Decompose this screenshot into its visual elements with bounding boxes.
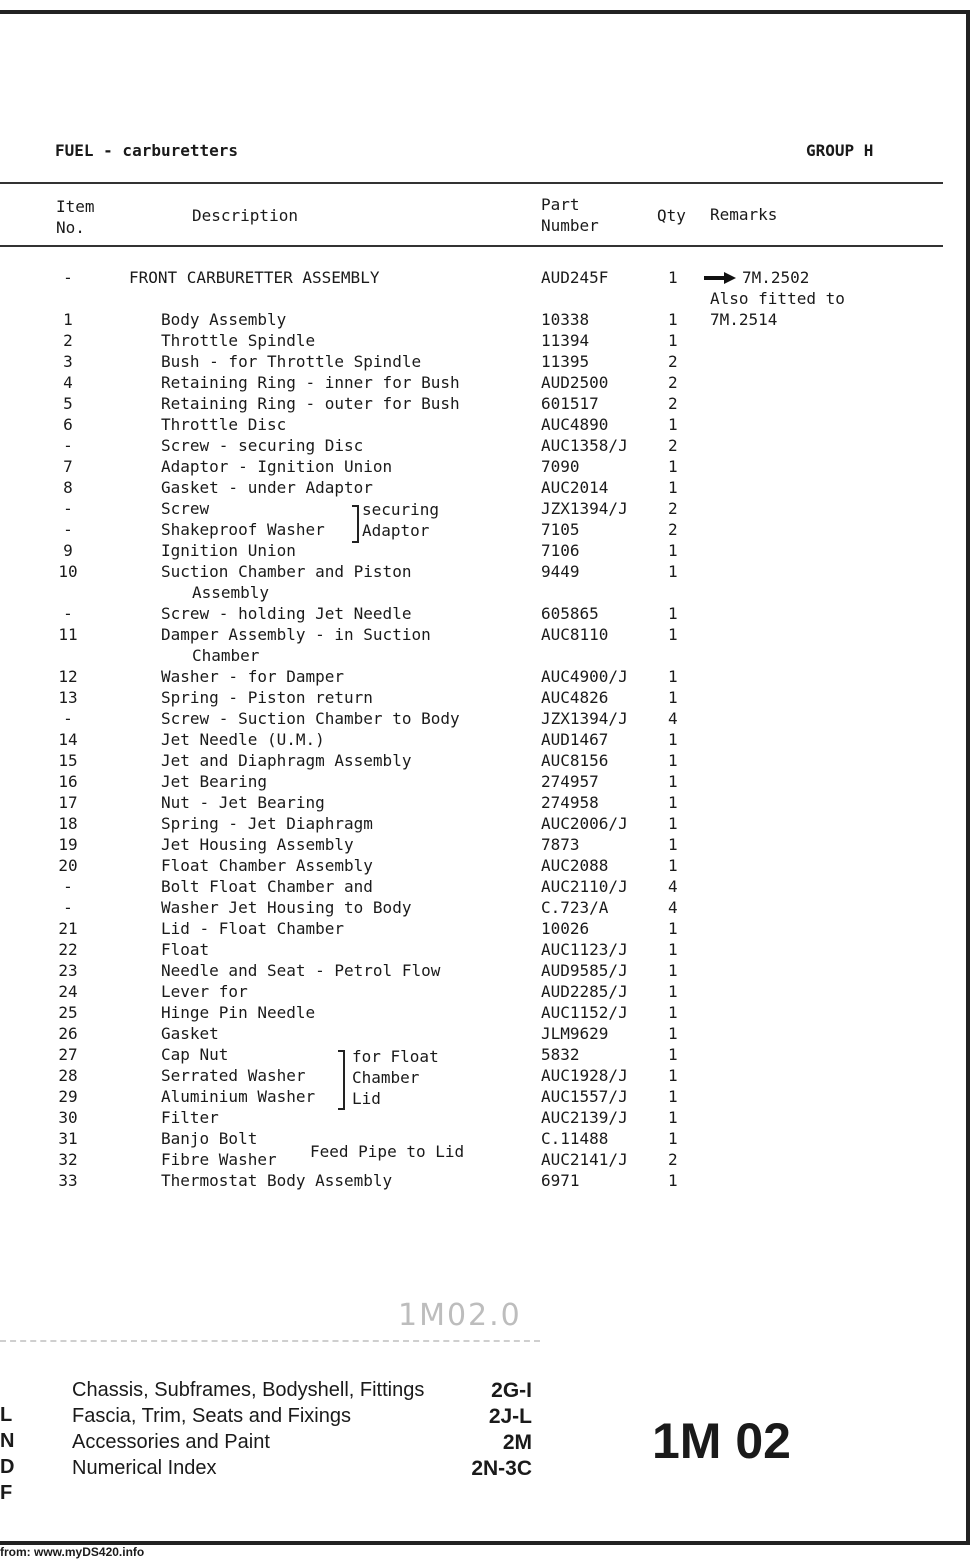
index-code: 2J-L bbox=[488, 1405, 532, 1428]
table-row bbox=[0, 436, 960, 457]
part-number: C.11488 bbox=[541, 1129, 609, 1148]
footer-divider bbox=[0, 1340, 540, 1342]
quantity: 2 bbox=[668, 352, 678, 371]
part-number: 605865 bbox=[541, 604, 599, 623]
part-number: 10338 bbox=[541, 310, 590, 329]
item-description: Adaptor - Ignition Union bbox=[161, 457, 393, 476]
table-row bbox=[0, 898, 960, 919]
col-part-header bbox=[541, 194, 599, 236]
item-number: 33 bbox=[58, 1171, 78, 1190]
table-row bbox=[0, 1150, 960, 1171]
table-row bbox=[0, 583, 960, 604]
part-number: JZX1394/J bbox=[541, 709, 628, 728]
item-number: - bbox=[63, 436, 73, 455]
item-description: Float bbox=[161, 940, 210, 959]
item-number: 17 bbox=[58, 793, 78, 812]
item-number: 24 bbox=[58, 982, 78, 1001]
quantity: 1 bbox=[668, 856, 678, 875]
table-row bbox=[0, 961, 960, 982]
part-number: AUC8156 bbox=[541, 751, 609, 770]
quantity: 1 bbox=[668, 961, 678, 980]
item-description: Serrated Washer bbox=[161, 1066, 306, 1085]
item-number: 29 bbox=[58, 1087, 78, 1106]
tab-letter: F bbox=[0, 1482, 13, 1504]
quantity: 2 bbox=[668, 499, 678, 518]
faded-stamp: 1M02.0 bbox=[398, 1298, 522, 1333]
item-description: Ignition Union bbox=[161, 541, 296, 560]
quantity: 1 bbox=[668, 919, 678, 938]
item-description: Lid - Float Chamber bbox=[161, 919, 345, 938]
quantity: 2 bbox=[668, 373, 678, 392]
quantity: 1 bbox=[668, 667, 678, 686]
part-number: AUC1152/J bbox=[541, 1003, 628, 1022]
note-feed-pipe: Feed Pipe to Lid bbox=[310, 1142, 465, 1161]
quantity: 1 bbox=[668, 1003, 678, 1022]
part-number: AUD2500 bbox=[541, 373, 609, 392]
tab-letter: L bbox=[0, 1404, 13, 1426]
item-number: 15 bbox=[58, 751, 78, 770]
index-row[interactable] bbox=[72, 1405, 532, 1431]
item-description: Fibre Washer bbox=[161, 1150, 277, 1169]
item-number: 18 bbox=[58, 814, 78, 833]
item-number: 22 bbox=[58, 940, 78, 959]
item-number: 21 bbox=[58, 919, 78, 938]
table-row bbox=[0, 1066, 960, 1087]
index-code: 2G-I bbox=[491, 1379, 532, 1402]
table-row bbox=[0, 562, 960, 583]
table-row bbox=[0, 394, 960, 415]
table-row bbox=[0, 373, 960, 394]
part-number: AUC8110 bbox=[541, 625, 609, 644]
item-description: Cap Nut bbox=[161, 1045, 229, 1064]
item-number: 19 bbox=[58, 835, 78, 854]
table-row bbox=[0, 1024, 960, 1045]
quantity: 1 bbox=[668, 1129, 678, 1148]
item-number: 26 bbox=[58, 1024, 78, 1043]
part-number: AUC1557/J bbox=[541, 1087, 628, 1106]
brace-securing bbox=[352, 505, 359, 543]
table-row bbox=[0, 1003, 960, 1024]
item-number: 23 bbox=[58, 961, 78, 980]
brace-float-chamber bbox=[338, 1050, 345, 1110]
index-label: Fascia, Trim, Seats and Fixings bbox=[72, 1405, 351, 1427]
item-description: Assembly bbox=[192, 583, 270, 602]
item-number: 2 bbox=[63, 331, 73, 350]
quantity: 2 bbox=[668, 1150, 678, 1169]
item-number: - bbox=[63, 877, 73, 896]
remark-line1: 7M.2502 bbox=[742, 268, 810, 287]
index-code: 2N-3C bbox=[471, 1457, 532, 1480]
table-row bbox=[0, 835, 960, 856]
item-description: Nut - Jet Bearing bbox=[161, 793, 325, 812]
part-number: AUD1467 bbox=[541, 730, 609, 749]
quantity: 4 bbox=[668, 877, 678, 896]
item-number: 16 bbox=[58, 772, 78, 791]
table-row bbox=[0, 793, 960, 814]
item-description: Aluminium Washer bbox=[161, 1087, 316, 1106]
item-number: 5 bbox=[63, 394, 73, 413]
col-remarks-header: Remarks bbox=[710, 205, 778, 224]
index-label: Numerical Index bbox=[72, 1457, 217, 1479]
quantity: 1 bbox=[668, 772, 678, 791]
quantity: 1 bbox=[668, 835, 678, 854]
table-row bbox=[0, 982, 960, 1003]
quantity: 1 bbox=[668, 331, 678, 350]
item-number: - bbox=[63, 898, 73, 917]
item-number: 1 bbox=[63, 310, 73, 329]
part-number: AUC2110/J bbox=[541, 877, 628, 896]
part-number: AUC2006/J bbox=[541, 814, 628, 833]
col-part-line2: Number bbox=[541, 216, 599, 235]
part-number: 274958 bbox=[541, 793, 599, 812]
item-description: Gasket - under Adaptor bbox=[161, 478, 373, 497]
item-number: - bbox=[63, 604, 73, 623]
quantity: 1 bbox=[668, 541, 678, 560]
part-number: 7106 bbox=[541, 541, 580, 560]
item-description: Jet Needle (U.M.) bbox=[161, 730, 325, 749]
assembly-description: FRONT CARBURETTER ASSEMBLY bbox=[129, 268, 380, 287]
table-row bbox=[0, 856, 960, 877]
part-number: AUC1123/J bbox=[541, 940, 628, 959]
table-row bbox=[0, 814, 960, 835]
item-number: 11 bbox=[58, 625, 78, 644]
quantity: 2 bbox=[668, 520, 678, 539]
assembly-row bbox=[0, 268, 960, 289]
part-number: AUC2088 bbox=[541, 856, 609, 875]
quantity: 1 bbox=[668, 814, 678, 833]
item-number: - bbox=[63, 709, 73, 728]
item-description: Retaining Ring - outer for Bush bbox=[161, 394, 460, 413]
item-description: Throttle Disc bbox=[161, 415, 287, 434]
table-row bbox=[0, 415, 960, 436]
table-row bbox=[0, 1129, 960, 1150]
remark-line2: Also fitted to bbox=[710, 289, 845, 308]
header-rule-bottom bbox=[0, 245, 943, 247]
part-number: JZX1394/J bbox=[541, 499, 628, 518]
quantity: 1 bbox=[668, 562, 678, 581]
item-number: 27 bbox=[58, 1045, 78, 1064]
part-number: 5832 bbox=[541, 1045, 580, 1064]
assembly-qty: 1 bbox=[668, 268, 678, 287]
part-number: 11395 bbox=[541, 352, 590, 371]
part-number: 274957 bbox=[541, 772, 599, 791]
part-number: 10026 bbox=[541, 919, 590, 938]
item-number: 31 bbox=[58, 1129, 78, 1148]
item-description: Damper Assembly - in Suction bbox=[161, 625, 431, 644]
item-description: Washer Jet Housing to Body bbox=[161, 898, 412, 917]
note-adaptor: Adaptor bbox=[362, 521, 430, 540]
section-title: FUEL - carburetters bbox=[55, 141, 239, 160]
table-row bbox=[0, 877, 960, 898]
item-number: 12 bbox=[58, 667, 78, 686]
source-footer: from: www.myDS420.info bbox=[0, 1545, 145, 1559]
table-row bbox=[0, 604, 960, 625]
part-number: AUC4826 bbox=[541, 688, 609, 707]
table-row bbox=[0, 667, 960, 688]
item-number: 30 bbox=[58, 1108, 78, 1127]
quantity: 1 bbox=[668, 457, 678, 476]
page-border-top bbox=[0, 10, 970, 14]
item-description: Spring - Piston return bbox=[161, 688, 373, 707]
item-description: Jet Bearing bbox=[161, 772, 267, 791]
part-number: 9449 bbox=[541, 562, 580, 581]
part-number: AUD2285/J bbox=[541, 982, 628, 1001]
item-description: Float Chamber Assembly bbox=[161, 856, 373, 875]
part-number: AUC1928/J bbox=[541, 1066, 628, 1085]
part-number: 601517 bbox=[541, 394, 599, 413]
col-item-line1: Item bbox=[56, 197, 95, 216]
tab-letter: D bbox=[0, 1456, 15, 1478]
index-code: 2M bbox=[502, 1431, 532, 1454]
item-number: 10 bbox=[58, 562, 78, 581]
table-row bbox=[0, 331, 960, 352]
page-border-right bbox=[966, 10, 970, 1545]
table-row bbox=[0, 1108, 960, 1129]
part-number: 11394 bbox=[541, 331, 590, 350]
item-number: 20 bbox=[58, 856, 78, 875]
quantity: 1 bbox=[668, 1045, 678, 1064]
tab-letter: N bbox=[0, 1430, 15, 1452]
col-part-line1: Part bbox=[541, 195, 580, 214]
index-label: Accessories and Paint bbox=[72, 1431, 270, 1453]
part-number: AUC2141/J bbox=[541, 1150, 628, 1169]
quantity: 1 bbox=[668, 688, 678, 707]
item-number: - bbox=[63, 499, 73, 518]
index-list bbox=[72, 1379, 532, 1483]
item-description: Body Assembly bbox=[161, 310, 287, 329]
table-row bbox=[0, 919, 960, 940]
quantity: 1 bbox=[668, 1087, 678, 1106]
table-row bbox=[0, 520, 960, 541]
item-number: - bbox=[63, 520, 73, 539]
item-number: 4 bbox=[63, 373, 73, 392]
item-description: Needle and Seat - Petrol Flow bbox=[161, 961, 441, 980]
quantity: 1 bbox=[668, 940, 678, 959]
quantity: 1 bbox=[668, 1171, 678, 1190]
item-description: Bolt Float Chamber and bbox=[161, 877, 373, 896]
part-number: AUD9585/J bbox=[541, 961, 628, 980]
part-number: 7090 bbox=[541, 457, 580, 476]
index-row[interactable] bbox=[72, 1379, 532, 1405]
quantity: 1 bbox=[668, 1024, 678, 1043]
item-number: 3 bbox=[63, 352, 73, 371]
item-description: Gasket bbox=[161, 1024, 219, 1043]
item-number: 9 bbox=[63, 541, 73, 560]
table-row bbox=[0, 772, 960, 793]
item-description: Spring - Jet Diaphragm bbox=[161, 814, 373, 833]
page-border-bottom bbox=[0, 1541, 970, 1545]
remark-row bbox=[0, 289, 960, 310]
quantity: 2 bbox=[668, 394, 678, 413]
item-description: Lever for bbox=[161, 982, 248, 1001]
part-number: AUC4900/J bbox=[541, 667, 628, 686]
item-number: 8 bbox=[63, 478, 73, 497]
item-description: Jet and Diaphragm Assembly bbox=[161, 751, 412, 770]
table-row bbox=[0, 499, 960, 520]
item-number: 7 bbox=[63, 457, 73, 476]
item-description: Bush - for Throttle Spindle bbox=[161, 352, 422, 371]
quantity: 1 bbox=[668, 625, 678, 644]
table-row bbox=[0, 1087, 960, 1108]
quantity: 1 bbox=[668, 310, 678, 329]
quantity: 1 bbox=[668, 604, 678, 623]
part-number: AUC2014 bbox=[541, 478, 609, 497]
item-number: 13 bbox=[58, 688, 78, 707]
table-row bbox=[0, 1171, 960, 1192]
part-number: AUC2139/J bbox=[541, 1108, 628, 1127]
edge-tab-letters bbox=[0, 1404, 14, 1508]
table-row bbox=[0, 688, 960, 709]
part-number: JLM9629 bbox=[541, 1024, 609, 1043]
col-description-header: Description bbox=[192, 206, 298, 225]
item-number: 14 bbox=[58, 730, 78, 749]
quantity: 1 bbox=[668, 751, 678, 770]
item-description: Jet Housing Assembly bbox=[161, 835, 354, 854]
table-row bbox=[0, 709, 960, 730]
arrow-right-icon bbox=[704, 273, 734, 283]
item-description: Shakeproof Washer bbox=[161, 520, 325, 539]
index-label: Chassis, Subframes, Bodyshell, Fittings bbox=[72, 1379, 425, 1401]
table-row bbox=[0, 541, 960, 562]
assembly-remark bbox=[704, 268, 809, 287]
item-description: Screw - holding Jet Needle bbox=[161, 604, 412, 623]
item-number: 6 bbox=[63, 415, 73, 434]
quantity: 1 bbox=[668, 730, 678, 749]
assembly-item: - bbox=[63, 268, 73, 287]
item-number: 32 bbox=[58, 1150, 78, 1169]
table-row bbox=[0, 310, 960, 331]
table-row bbox=[0, 478, 960, 499]
parts-table bbox=[0, 268, 960, 1192]
item-description: Thermostat Body Assembly bbox=[161, 1171, 393, 1190]
fiche-number: 1M 02 bbox=[652, 1413, 791, 1469]
part-number: C.723/A bbox=[541, 898, 609, 917]
table-row bbox=[0, 625, 960, 646]
assembly-part-number: AUD245F bbox=[541, 268, 609, 287]
col-qty-header: Qty bbox=[657, 206, 686, 225]
item-description: Chamber bbox=[192, 646, 260, 665]
header-rule-top bbox=[0, 182, 943, 184]
item-description: Banjo Bolt bbox=[161, 1129, 258, 1148]
quantity: 4 bbox=[668, 709, 678, 728]
item-number: 25 bbox=[58, 1003, 78, 1022]
item-description: Hinge Pin Needle bbox=[161, 1003, 316, 1022]
quantity: 4 bbox=[668, 898, 678, 917]
col-item-header bbox=[56, 196, 95, 238]
quantity: 1 bbox=[668, 478, 678, 497]
note-lid: Lid bbox=[352, 1089, 381, 1108]
item-description: Retaining Ring - inner for Bush bbox=[161, 373, 460, 392]
item-description: Throttle Spindle bbox=[161, 331, 316, 350]
item-description: Screw - Suction Chamber to Body bbox=[161, 709, 460, 728]
part-number: AUC4890 bbox=[541, 415, 609, 434]
item-description: Screw - securing Disc bbox=[161, 436, 364, 455]
index-row[interactable] bbox=[72, 1431, 532, 1457]
table-row bbox=[0, 352, 960, 373]
part-number: 6971 bbox=[541, 1171, 580, 1190]
quantity: 1 bbox=[668, 793, 678, 812]
part-number: AUC1358/J bbox=[541, 436, 628, 455]
quantity: 1 bbox=[668, 982, 678, 1001]
part-number: 7873 bbox=[541, 835, 580, 854]
table-row bbox=[0, 730, 960, 751]
table-row bbox=[0, 457, 960, 478]
item-description: Suction Chamber and Piston bbox=[161, 562, 412, 581]
remark-line3: 7M.2514 bbox=[710, 310, 778, 329]
table-row bbox=[0, 940, 960, 961]
item-description: Washer - for Damper bbox=[161, 667, 345, 686]
note-chamber: Chamber bbox=[352, 1068, 420, 1087]
item-number: 28 bbox=[58, 1066, 78, 1085]
table-row bbox=[0, 751, 960, 772]
quantity: 1 bbox=[668, 1108, 678, 1127]
col-item-line2: No. bbox=[56, 218, 85, 237]
item-description: Screw bbox=[161, 499, 210, 518]
quantity: 2 bbox=[668, 436, 678, 455]
table-row bbox=[0, 646, 960, 667]
index-row[interactable] bbox=[72, 1457, 532, 1483]
note-for-float: for Float bbox=[352, 1047, 439, 1066]
table-row bbox=[0, 1045, 960, 1066]
group-label: GROUP H bbox=[806, 141, 874, 160]
quantity: 1 bbox=[668, 415, 678, 434]
item-description: Filter bbox=[161, 1108, 219, 1127]
note-securing: securing bbox=[362, 500, 440, 519]
part-number: 7105 bbox=[541, 520, 580, 539]
quantity: 1 bbox=[668, 1066, 678, 1085]
